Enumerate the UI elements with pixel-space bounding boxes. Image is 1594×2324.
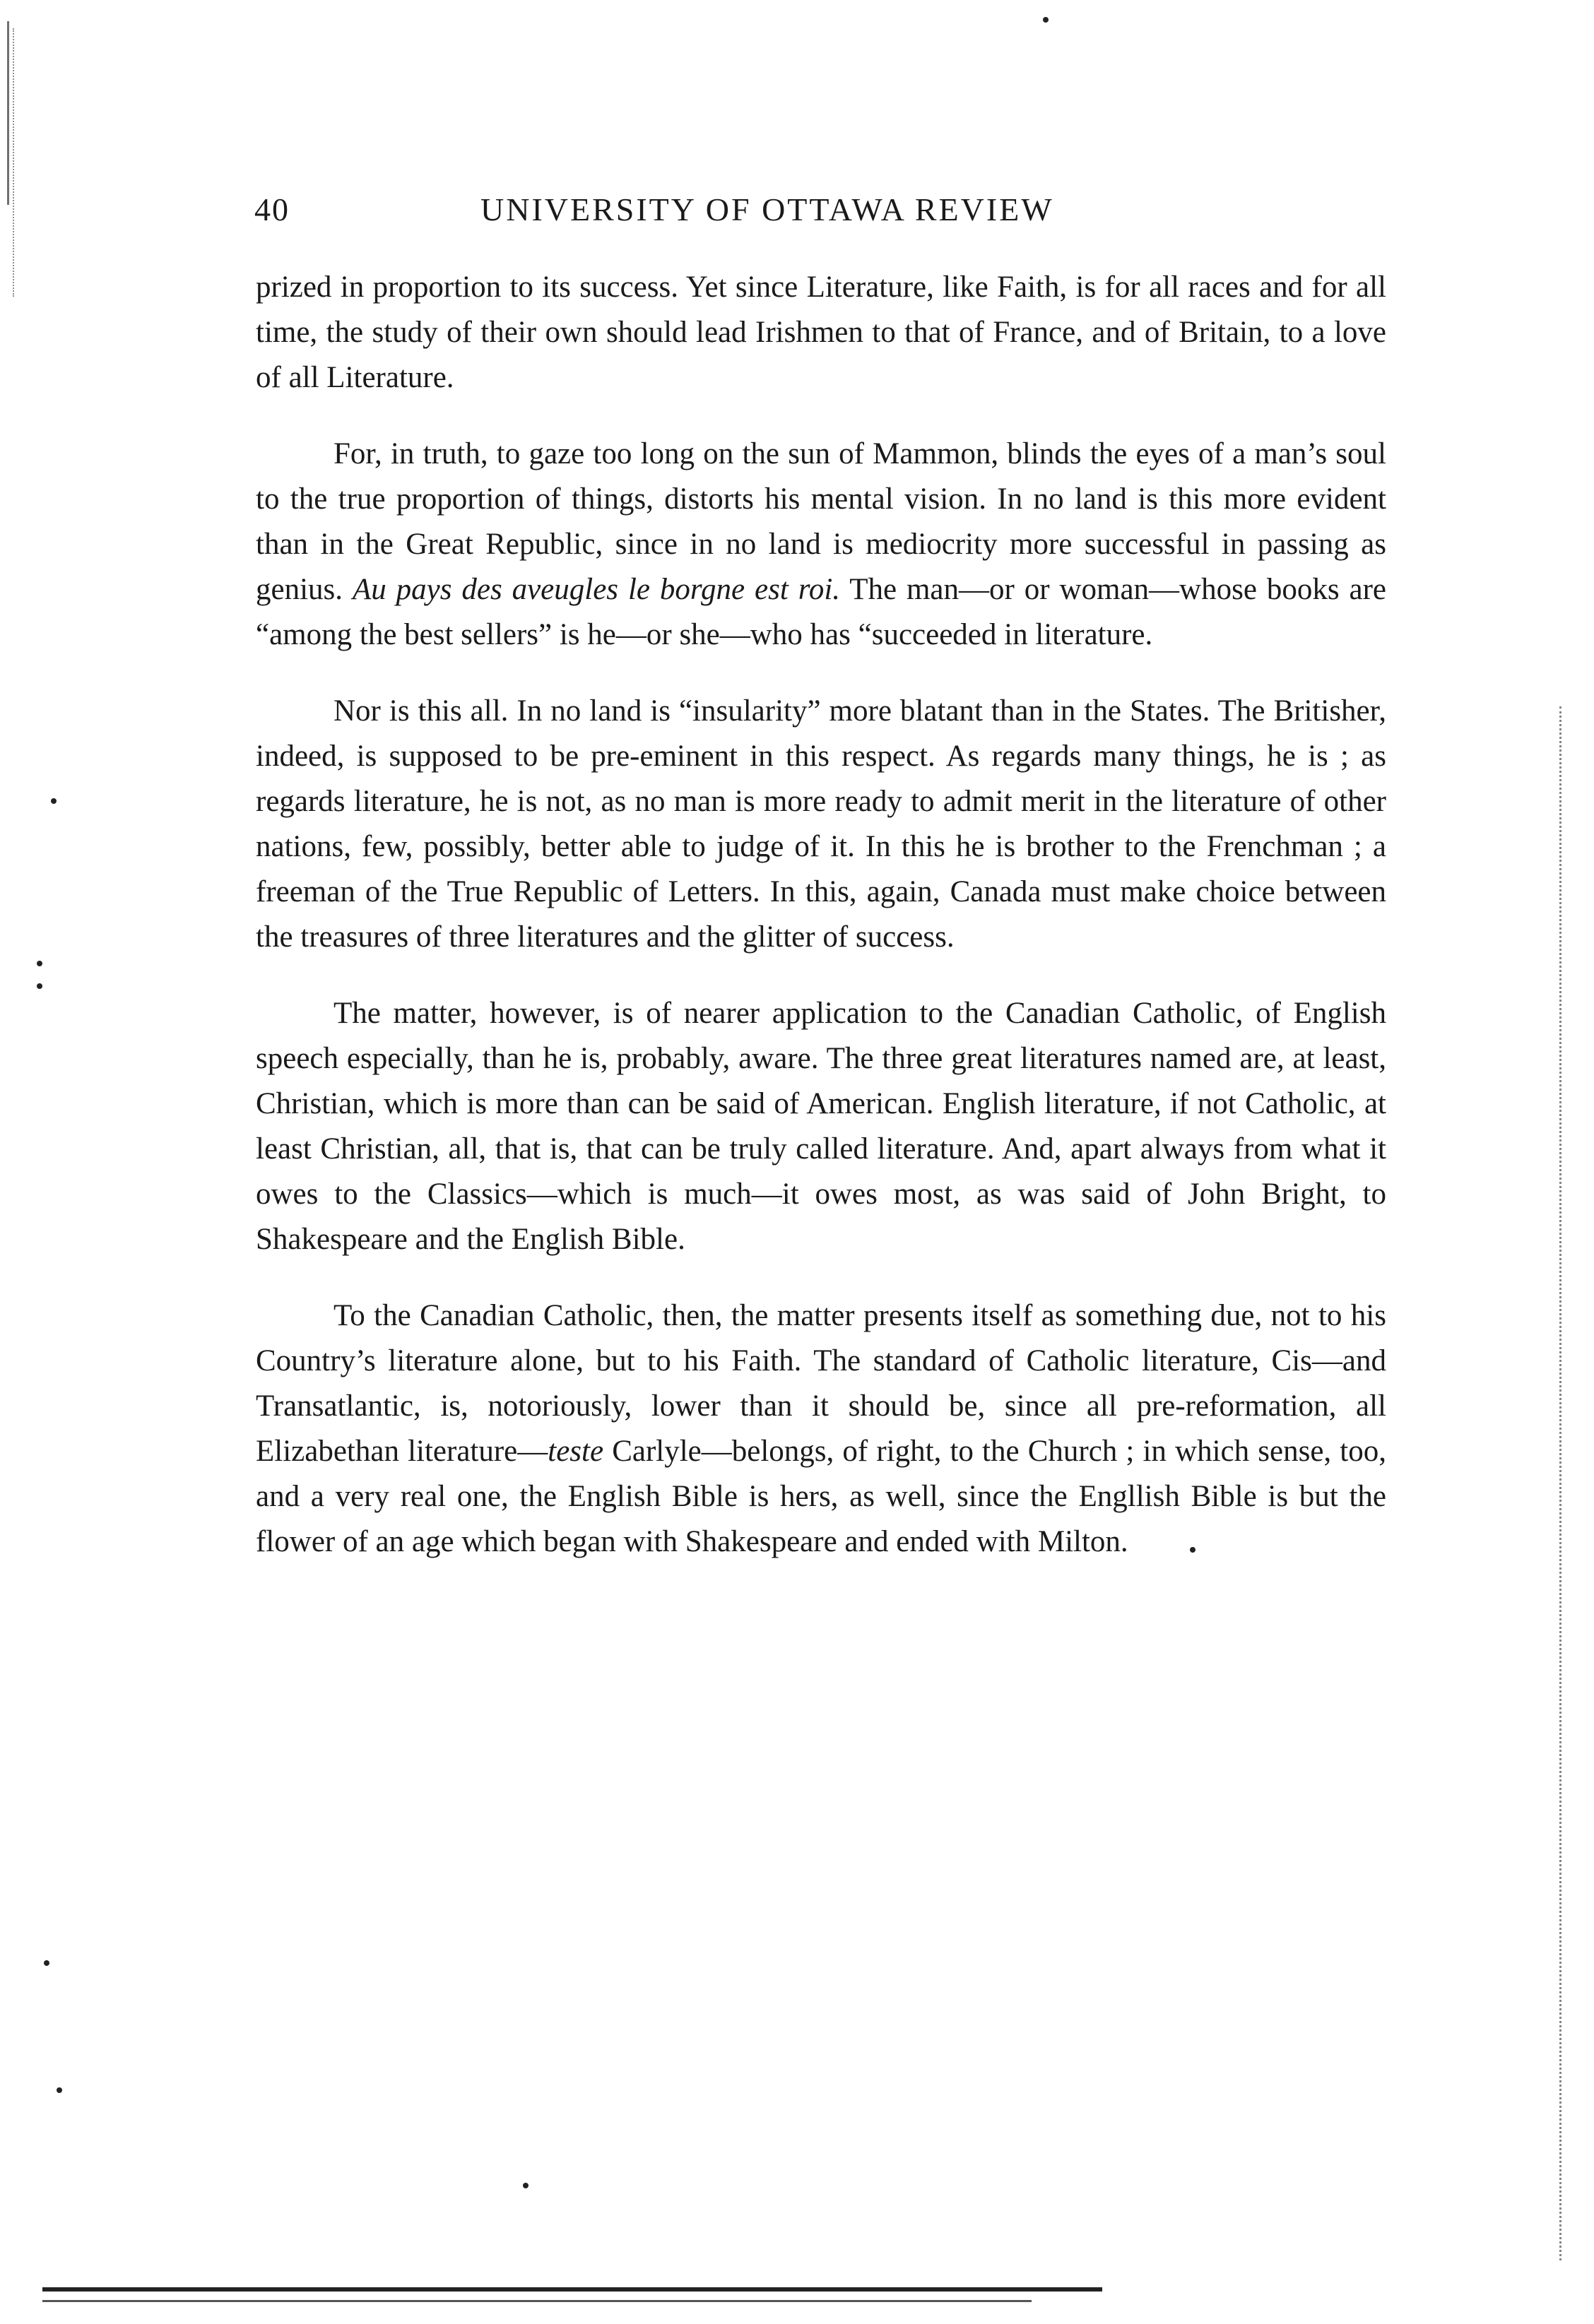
scan-right-edge: [1559, 706, 1566, 2260]
paragraph: [256, 689, 1386, 960]
running-head: [254, 191, 1385, 240]
bottom-scan-rule: [42, 2287, 1102, 2292]
scan-speck: [44, 1960, 49, 1966]
scan-speck: [37, 983, 42, 989]
scan-edge-dots: [13, 28, 28, 297]
journal-title: UNIVERSITY OF OTTAWA REVIEW: [480, 191, 1054, 227]
paragraph-text: prized in proportion to its success. Yet since Literature, like Faith, is for all races and for all time, the study of their own should lead Irishmen to that of France, and of Britain, to a love of all Literature.: [256, 271, 1386, 394]
italic-phrase: Au pays des aveugles le borgne est roi.: [352, 573, 841, 606]
article-body: [256, 265, 1386, 1565]
scan-speck: [523, 2183, 529, 2188]
paragraph: [256, 1293, 1386, 1565]
paragraph: [256, 991, 1386, 1262]
bottom-scan-rule-secondary: [42, 2300, 1032, 2302]
scan-speck: [51, 798, 57, 804]
paragraph-text: The matter, however, is of nearer application to the Canadian Catholic, of English speech especially, than he is, probably, aware. The three great literatures named are, at least, Christian, which is more than can be said of American. English literature, if not Catholic, at least Christian, all, that is, that can be truly called literature. And, apart always from what it owes to the Classics—which is much—it owes most, as was said of John Bright, to Shakespeare and the English Bible.: [256, 997, 1386, 1256]
paragraph-text-continued: Carlyle—belongs, of right, to the Church ; in which sense, too, and a very real one, the English Bible is hers, as well, since the Engllish Bible is but the flower of an age which began with Shakespeare and ended with Milton.: [256, 1435, 1386, 1558]
italic-phrase: teste: [548, 1435, 604, 1468]
paragraph-text: For, in truth, to gaze too long on the sun of Mammon, blinds the eyes of a man’s soul to the true proportion of things, distorts his mental vision. In no land is this more evident than in the Great Republic, since in no land is mediocrity more successful in passing as genius.: [256, 437, 1386, 606]
scan-speck: [57, 2087, 62, 2093]
page-number: 40: [254, 191, 290, 227]
scan-speck: [1043, 17, 1049, 23]
paragraph: [256, 432, 1386, 658]
paragraph-text: Nor is this all. In no land is “insularity” more blatant than in the States. The Britisher, indeed, is supposed to be pre-eminent in this respect. As regards many things, he is ; as regards literature, he is not, as no man is more ready to admit merit in the literature of other nations, few, possibly, better able to judge of it. In this he is brother to the Frenchman ; a freeman of the True Republic of Letters. In this, again, Canada must make choice between the treasures of three literatures and the glitter of success.: [256, 694, 1386, 954]
paragraph: [256, 265, 1386, 401]
paragraph-text-continued: The man—or or woman—whose books are “among the best sellers” is he—or she—who has “succeeded in literature.: [256, 573, 1386, 651]
paragraph-text: To the Canadian Catholic, then, the matter presents itself as something due, not to his Country’s literature alone, but to his Faith. The standard of Catholic literature, Cis—and Transatlantic, is, notoriously, lower than it should be, since all pre-reformation, all Elizabethan literature—: [256, 1299, 1386, 1468]
scan-speck: [37, 961, 42, 966]
